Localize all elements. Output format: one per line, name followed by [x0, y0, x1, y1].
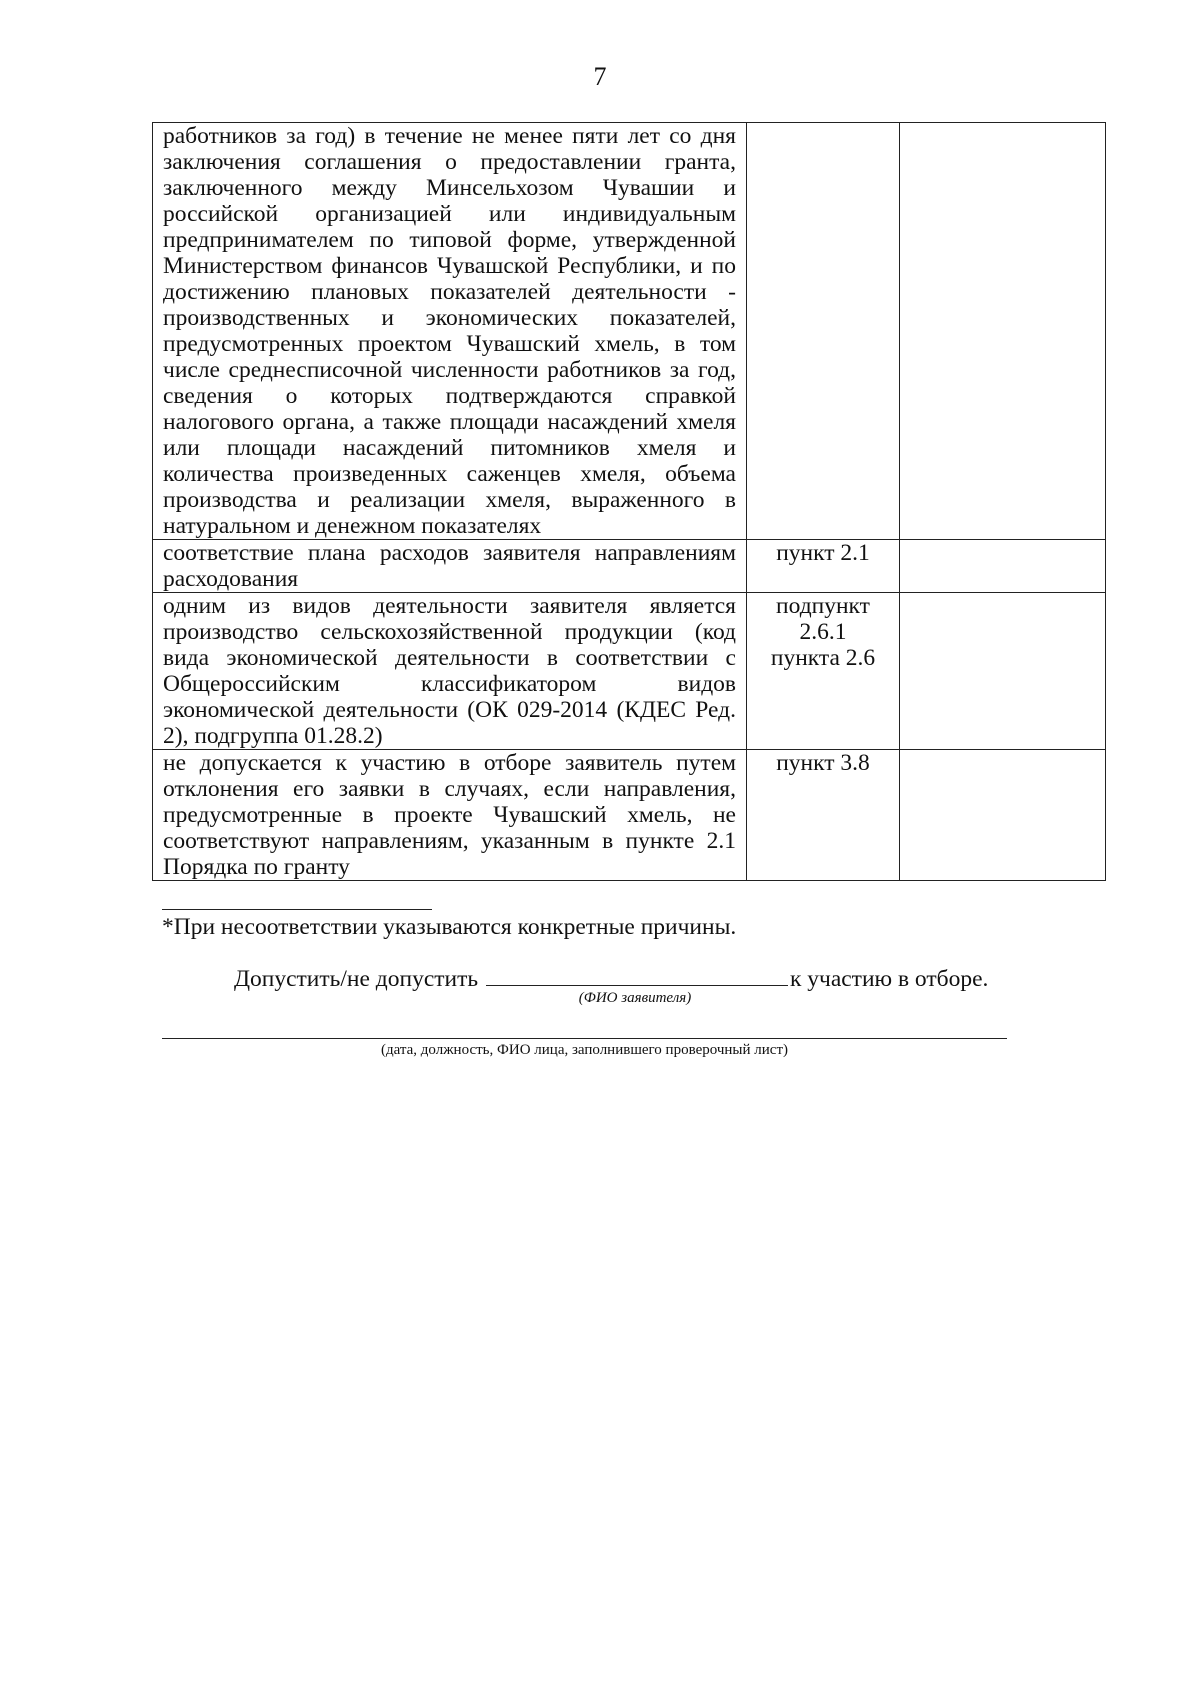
- reference-line: пункт 2.1: [776, 540, 870, 566]
- signature-caption: (дата, должность, ФИО лица, заполнившего проверочный лист): [380, 1042, 788, 1058]
- reference-line: подпункт: [776, 593, 870, 619]
- table-row: [153, 750, 1106, 881]
- reference-line: пункт 3.8: [776, 750, 870, 776]
- requirement-cell: соответствие плана расходов заявителя направлениям расходования: [153, 540, 747, 593]
- footnote: *При несоответствии указываются конкретные причины.: [162, 914, 737, 940]
- page-number: 7: [593, 62, 607, 91]
- requirement-cell: одним из видов деятельности заявителя является производство сельскохозяйственной продукции (код вида экономической деятельности в соответствии с Общероссийским классификатором видов экономической деятельности (ОК 029-2014 (КДЕС Ред. 2), подгруппа 01.28.2): [153, 593, 747, 750]
- table-row: [153, 540, 1106, 593]
- reference-cell: [747, 123, 900, 540]
- admission-suffix: к участию в отборе.: [789, 966, 989, 992]
- reference-line: пункта 2.6: [770, 645, 876, 671]
- mark-cell[interactable]: [900, 750, 1106, 881]
- reference-cell: [747, 750, 900, 881]
- admission-prefix: Допустить/не допустить: [234, 966, 479, 992]
- mark-cell[interactable]: [900, 123, 1106, 540]
- applicant-name-caption: (ФИО заявителя): [578, 990, 692, 1006]
- requirement-cell: не допускается к участию в отборе заявитель путем отклонения его заявки в случаях, если направления, предусмотренные в проекте Чувашский хмель, не соответствуют направлениям, указанным в пункте 2.1 Порядка по гранту: [153, 750, 747, 881]
- checklist-table: [152, 122, 1106, 881]
- mark-cell[interactable]: [900, 540, 1106, 593]
- applicant-name-blank[interactable]: [486, 963, 788, 986]
- requirement-cell: работников за год) в течение не менее пяти лет со дня заключения соглашения о предоставлении гранта, заключенного между Минсельхозом Чувашии и российской организацией или индивидуальным предпринимателем по типовой форме, утвержденной Министерством финансов Чувашской Республики, и по достижению плановых показателей деятельности - производственных и экономических показателей, предусмотренных проектом Чувашский хмель, в том числе среднесписочной численности работников за год, сведения о которых подтверждаются справкой налогового органа, а также площади насаждений хмеля или площади насаждений питомников хмеля и количества произведенных саженцев хмеля, объема производства и реализации хмеля, выраженного в натуральном и денежном показателях: [153, 123, 747, 540]
- table-row: [153, 123, 1106, 540]
- footnote-divider: [162, 909, 432, 910]
- table-row: [153, 593, 1106, 750]
- reference-line: 2.6.1: [799, 619, 847, 645]
- mark-cell[interactable]: [900, 593, 1106, 750]
- reference-cell: [747, 540, 900, 593]
- signature-blank[interactable]: [162, 1038, 1007, 1039]
- reference-cell: [747, 593, 900, 750]
